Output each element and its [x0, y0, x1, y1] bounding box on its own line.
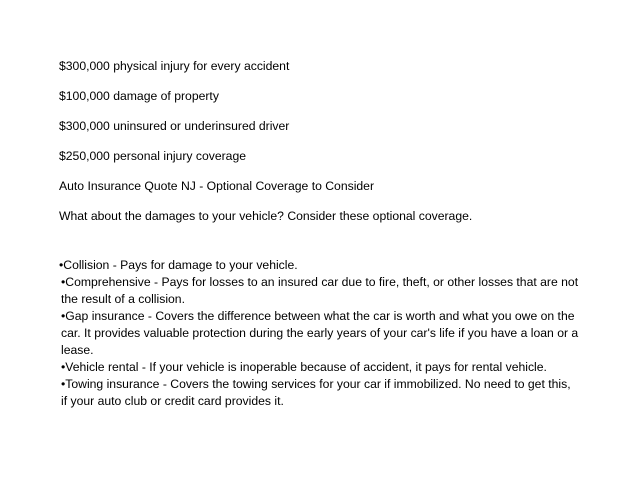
- bullet-towing-insurance: •Towing insurance - Covers the towing services for your car if immobilized. No need to get this, if your auto club or credit card provides it.: [61, 377, 571, 408]
- bullet-comprehensive: •Comprehensive - Pays for losses to an insured car due to fire, theft, or other losses that are not the result of a collision.: [61, 275, 579, 306]
- spacer: [59, 238, 579, 257]
- section-intro: What about the damages to your vehicle? Consider these optional coverage.: [59, 209, 473, 223]
- bullet-vehicle-rental: •Vehicle rental - If your vehicle is inoperable because of accident, it pays for rental vehicle.: [61, 360, 547, 374]
- section-heading: Auto Insurance Quote NJ - Optional Coverage to Consider: [59, 179, 375, 193]
- document-body: [59, 58, 579, 410]
- bullet-collision: •Collision - Pays for damage to your vehicle.: [59, 258, 298, 272]
- coverage-line-uninsured-driver: $300,000 uninsured or underinsured driver: [59, 119, 290, 133]
- coverage-line-bodily-injury: $300,000 physical injury for every accident: [59, 59, 290, 73]
- coverage-line-personal-injury: $250,000 personal injury coverage: [59, 149, 247, 163]
- bullet-gap-insurance: •Gap insurance - Covers the difference between what the car is worth and what you owe on the car. It provides valuable protection during the early years of your car's life if you have a loan or a lease.: [61, 309, 579, 357]
- coverage-line-property-damage: $100,000 damage of property: [59, 89, 219, 103]
